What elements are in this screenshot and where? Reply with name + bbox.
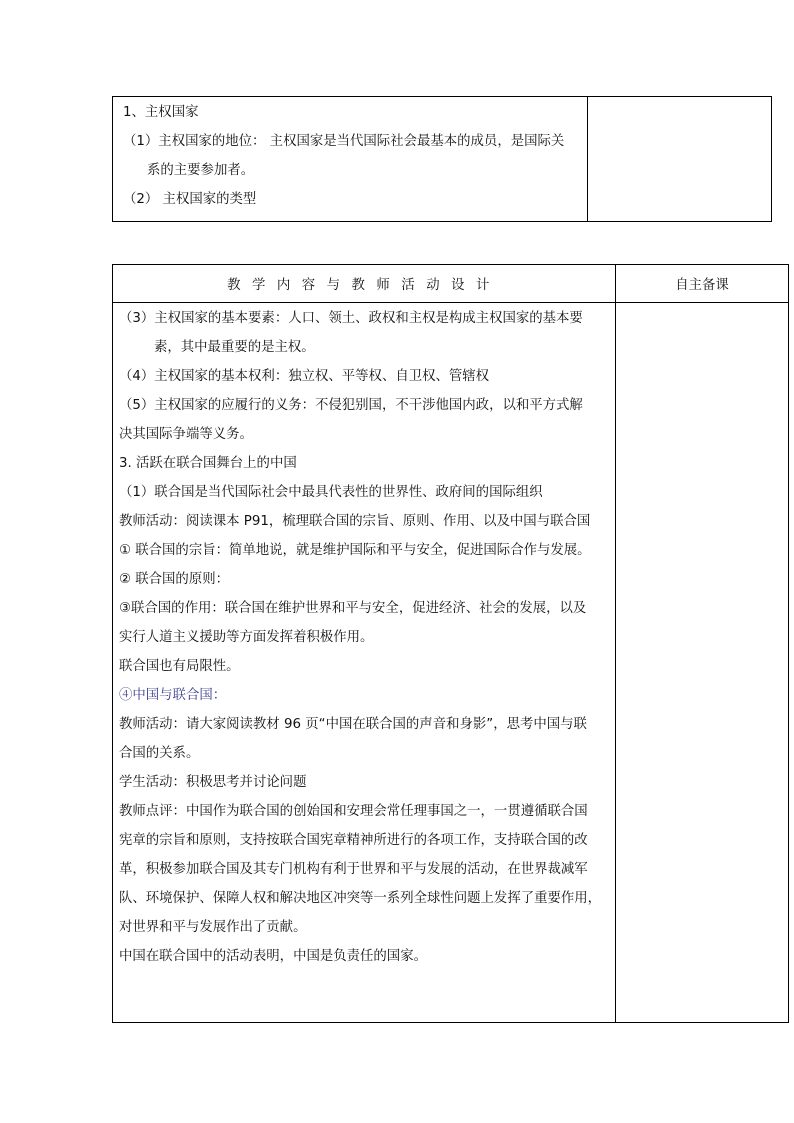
subheading-china-un: ④中国与联合国：	[119, 688, 227, 703]
text-line: 宪章的宗旨和原则，支持按联合国宪章精神所进行的各项工作，支持联合国的改	[119, 833, 588, 848]
notes-cell	[588, 97, 772, 222]
lesson-table-top	[112, 96, 772, 222]
header-self-prep	[616, 265, 789, 303]
text-line: 中国在联合国中的活动表明，中国是负责任的国家。	[119, 949, 427, 964]
text-line: （1）联合国是当代国际社会中最具代表性的世界性、政府间的国际组织	[119, 485, 543, 500]
header-content-design	[113, 265, 616, 303]
text-line: （3）主权国家的基本要素：人口、领土、政权和主权是构成主权国家的基本要	[119, 311, 583, 326]
text-line: 系的主要参加者。	[147, 163, 255, 178]
header-self-prep-label: 自主备课	[675, 278, 729, 293]
text-line: 教师活动：阅读课本 P91，梳理联合国的宗旨、原则、作用、以及中国与联合国	[119, 514, 591, 529]
text-line: 联合国也有局限性。	[119, 659, 240, 674]
text-line: 决其国际争端等义务。	[119, 427, 253, 442]
content-cell	[113, 97, 588, 222]
text-line: （4）主权国家的基本权利：独立权、平等权、自卫权、管辖权	[119, 369, 490, 384]
text-line: ① 联合国的宗旨：简单地说，就是维护国际和平与安全，促进国际合作与发展。	[119, 543, 591, 558]
text-line: 学生活动：积极思考并讨论问题	[119, 775, 307, 790]
text-line: 队、环境保护、保障人权和解决地区冲突等一系列全球性问题上发挥了重要作用，	[119, 891, 602, 906]
text-line: 教师活动：请大家阅读教材 96 页“中国在联合国的声音和身影”，思考中国与联	[119, 717, 587, 732]
header-title: 教学内容与教师活动设计	[227, 278, 501, 293]
text-line: ③联合国的作用：联合国在维护世界和平与安全，促进经济、社会的发展，以及	[119, 601, 587, 616]
text-line: 教师点评：中国作为联合国的创始国和安理会常任理事国之一，一贯遵循联合国	[119, 804, 588, 819]
text-line: 革，积极参加联合国及其专门机构有利于世界和平与发展的活动，在世界裁减军	[119, 862, 588, 877]
lesson-table-main	[112, 264, 789, 1023]
text-line: （2） 主权国家的类型	[123, 192, 257, 207]
text-line: 合国的关系。	[119, 746, 200, 761]
heading-sovereign-state: 1、主权国家	[123, 105, 199, 120]
text-line: （5）主权国家的应履行的义务：不侵犯别国，不干涉他国内政，以和平方式解	[119, 398, 583, 413]
text-line: 实行人道主义援助等方面发挥着积极作用。	[119, 630, 374, 645]
content-cell	[113, 303, 616, 1023]
text-line: （1）主权国家的地位： 主权国家是当代国际社会最基本的成员，是国际关	[123, 134, 565, 149]
notes-cell	[616, 303, 789, 1023]
text-line: 素，其中最重要的是主权。	[154, 340, 315, 355]
section-heading-un: 3. 活跃在联合国舞台上的中国	[119, 456, 297, 471]
text-line: 对世界和平与发展作出了贡献。	[119, 920, 307, 935]
text-line: ② 联合国的原则：	[119, 572, 229, 587]
